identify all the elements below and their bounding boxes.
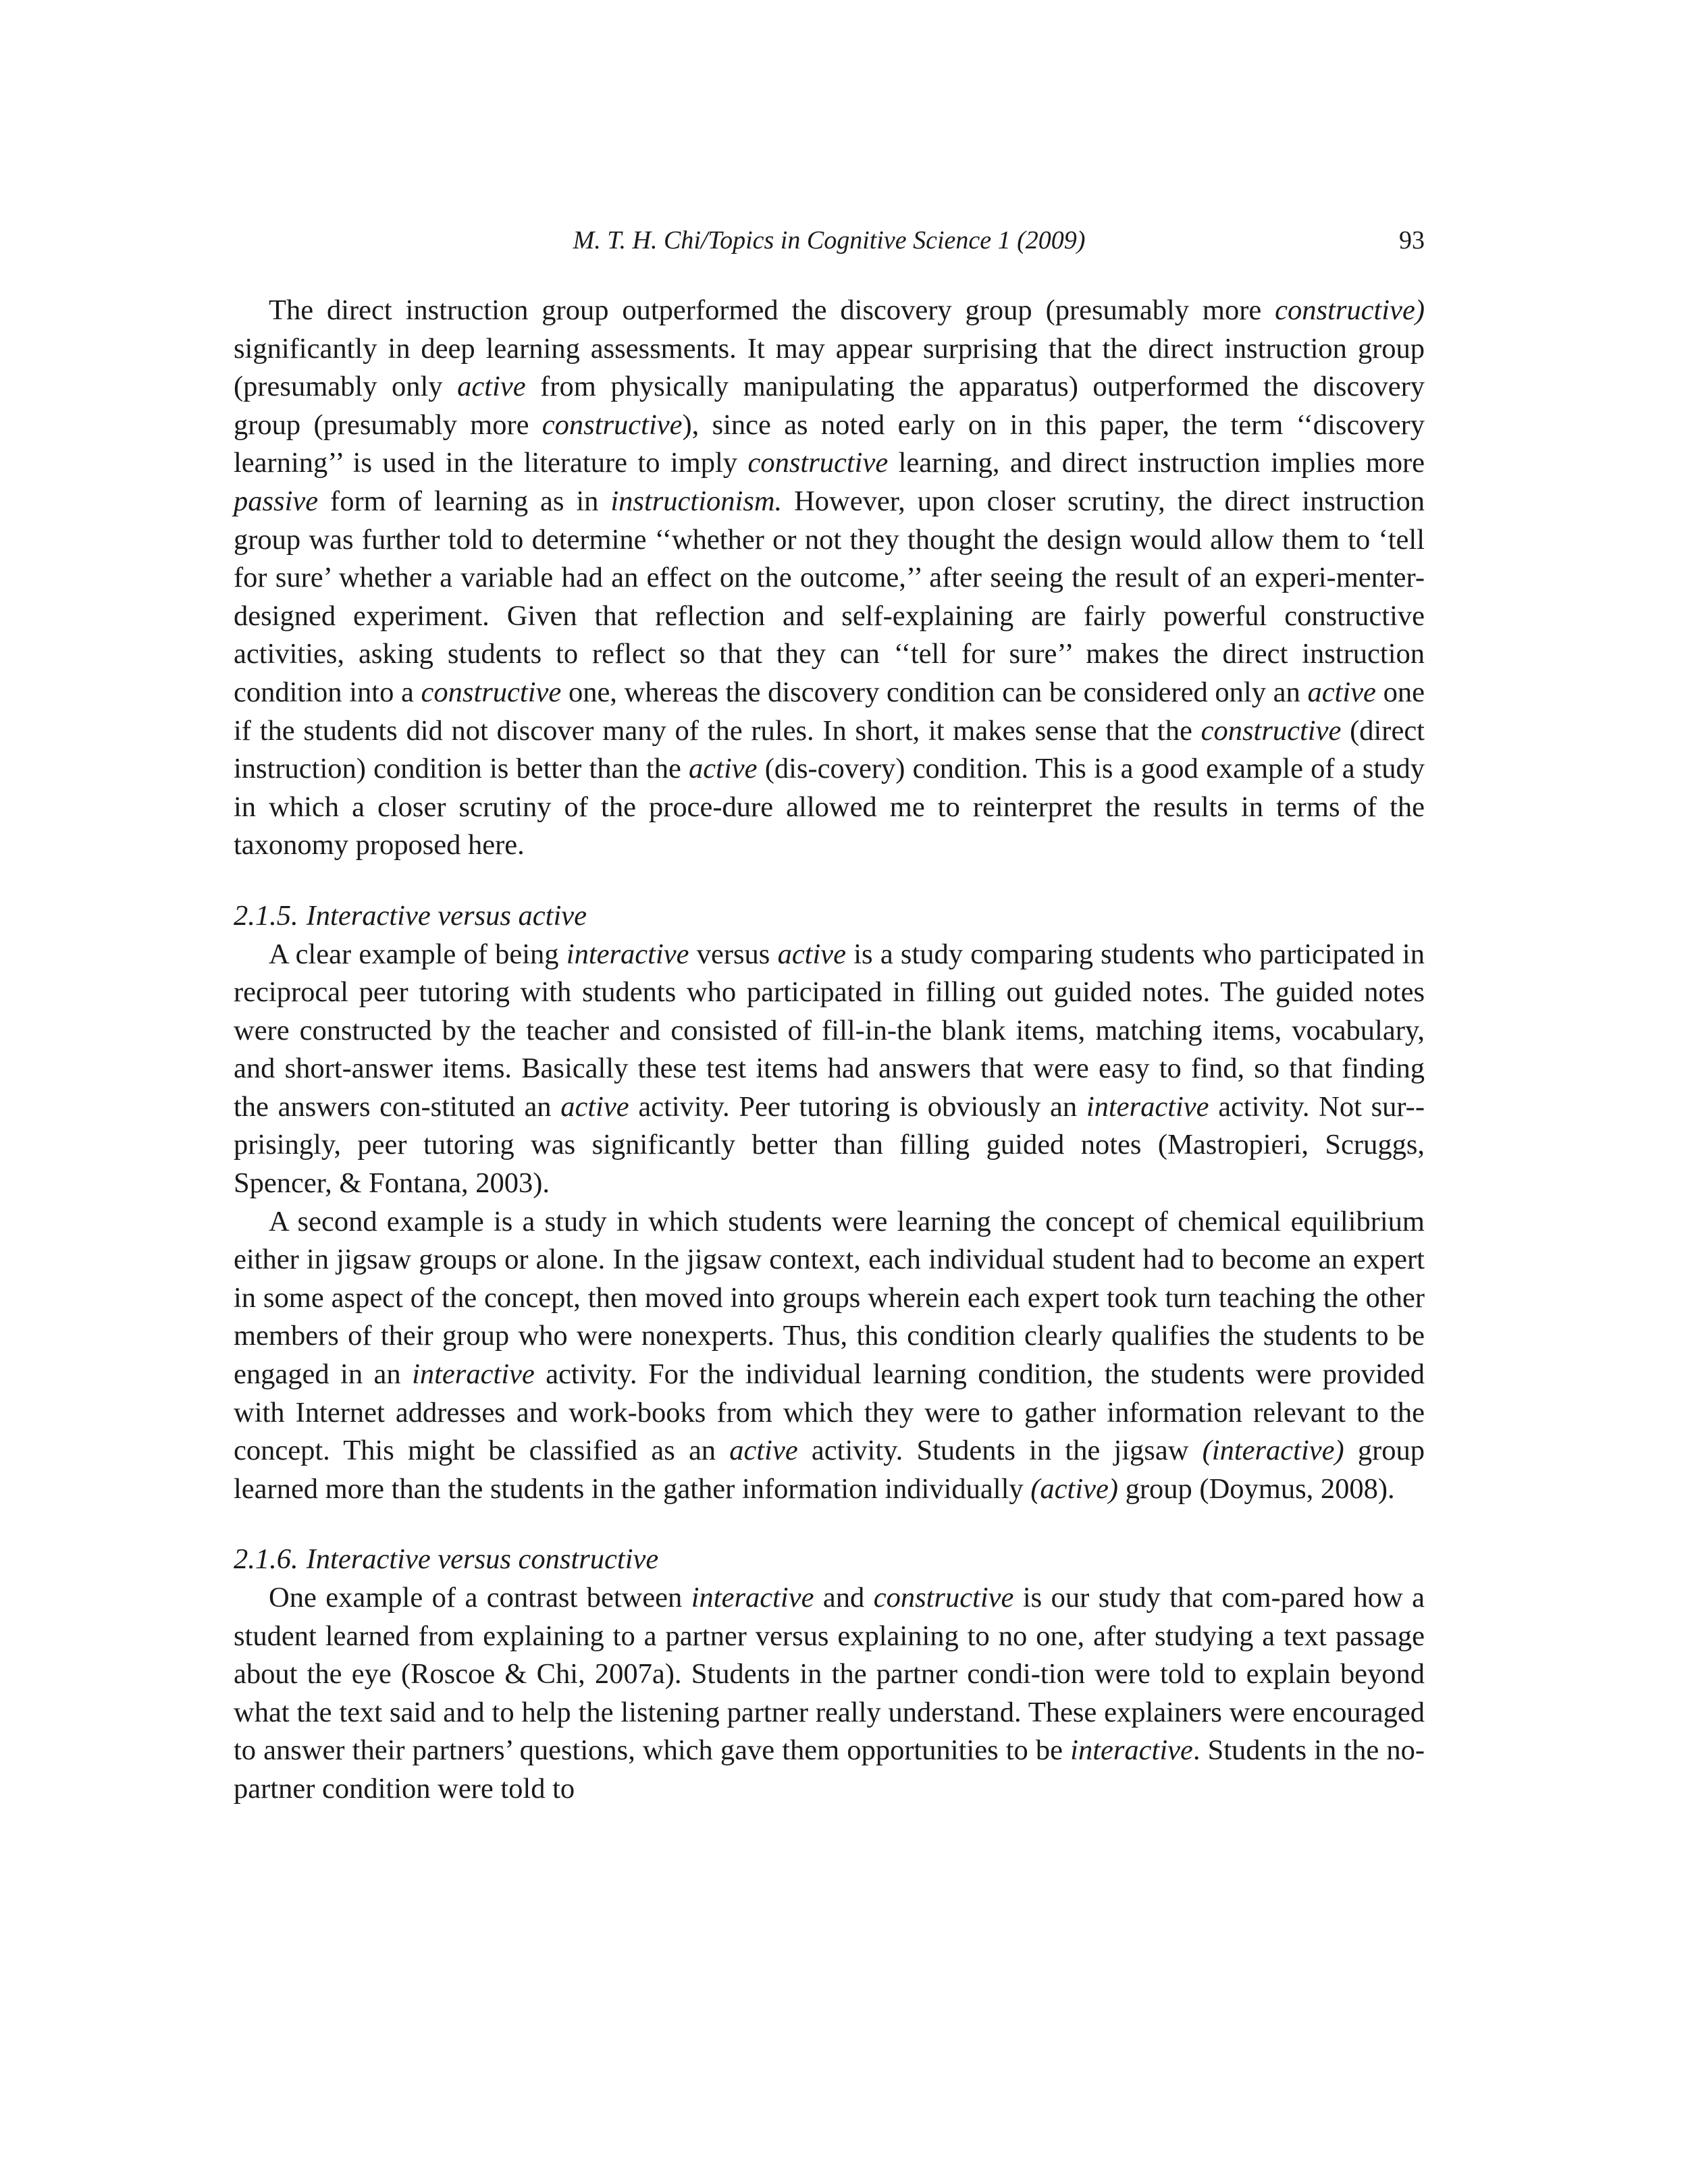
- text-run: and: [814, 1582, 874, 1614]
- text-run: activity. Peer tutoring is obviously an: [629, 1090, 1086, 1123]
- paragraph-jigsaw: [234, 1203, 1425, 1509]
- italic-term: interactive: [1086, 1090, 1209, 1123]
- text-run: (direct instruction) condition is better than the: [234, 714, 1425, 785]
- section-number: 2.1.6.: [234, 1543, 298, 1576]
- text-run: activity. For the individual learning condition, the students were provided with Internet addresses and work-books from which they were to gather information relevant to the concept. This might be classified as an: [234, 1358, 1425, 1467]
- text-run: A clear example of being: [269, 938, 566, 970]
- text-run: The direct instruction group outperformed the discovery group (presumably more: [269, 294, 1275, 326]
- text-run: versus: [689, 938, 778, 970]
- section-title-text: Interactive versus active: [306, 899, 587, 932]
- text-run: one, whereas the discovery condition can be considered only an: [561, 676, 1308, 708]
- italic-term: constructive: [747, 447, 889, 479]
- italic-term: interactive: [691, 1582, 814, 1614]
- text-run: activity. Students in the jigsaw: [797, 1435, 1203, 1467]
- page-header: [234, 220, 1425, 261]
- section-heading-2-1-6: [234, 1541, 1425, 1579]
- paragraph-direct-instruction: [234, 292, 1425, 865]
- text-run: One example of a contrast between: [269, 1582, 691, 1614]
- italic-term: constructive: [421, 676, 562, 708]
- running-head: M. T. H. Chi/Topics in Cognitive Science 1 (2009): [573, 226, 1086, 255]
- text-run: significantly in deep learning assessments. It may appear surprising that the direct instruction group (presumably only: [234, 332, 1425, 403]
- italic-term: constructive: [873, 1582, 1014, 1614]
- italic-term: active: [457, 371, 526, 403]
- italic-term: constructive: [542, 408, 683, 441]
- paragraph-peer-tutoring: [234, 936, 1425, 1203]
- italic-term: instructionism.: [610, 485, 783, 517]
- text-run: form of learning as in: [318, 485, 611, 517]
- italic-term: active: [689, 753, 758, 785]
- text-run: group learned more than the students in the gather information individually: [234, 1435, 1425, 1505]
- italic-term: active: [729, 1435, 798, 1467]
- section-number: 2.1.5.: [234, 899, 298, 932]
- paragraph-explaining-partner: [234, 1579, 1425, 1809]
- page-number: 93: [1399, 226, 1425, 255]
- italic-term: interactive: [566, 938, 689, 970]
- italic-term: (active): [1030, 1472, 1119, 1505]
- italic-term: constructive: [1201, 714, 1342, 747]
- italic-term: active: [560, 1090, 629, 1123]
- italic-term: constructive): [1275, 294, 1425, 326]
- italic-term: interactive: [1070, 1734, 1193, 1767]
- italic-term: interactive: [412, 1358, 535, 1391]
- text-run: from physically manipulating the apparatus) outperformed the discovery group (presumably more: [234, 371, 1425, 441]
- text-run: is a study comparing students who participated in reciprocal peer tutoring with students who participated in filling out guided notes. The guided notes were constructed by the teacher and consisted of fill-in-the blank items, matching items, vocabulary, and short-answer items. Basically these test items had answers that were easy to find, so that finding the answers con-stituted an: [234, 938, 1425, 1123]
- text-run: (dis-covery) condition. This is a good example of a study in which a closer scrutiny of the proce-dure allowed me to reinterpret the results in terms of the taxonomy proposed here.: [234, 753, 1425, 861]
- section-title-text: Interactive versus constructive: [306, 1543, 659, 1576]
- text-run: However, upon closer scrutiny, the direct instruction group was further told to determine ‘‘whether or not they thought the design would allow them to ‘tell for sure’ whether a variable had an effect on the outcome,’’ after seeing the result of an experi-menter-designed experiment. Given that reflection and self-explaining are fairly powerful constructive activities, asking students to reflect so that they can ‘‘tell for sure’’ makes the direct instruction condition into a: [234, 485, 1425, 708]
- text-run: one if the students did not discover many of the rules. In short, it makes sense that the: [234, 676, 1425, 747]
- italic-term: passive: [234, 485, 319, 517]
- italic-term: active: [777, 938, 847, 970]
- section-heading-2-1-5: [234, 897, 1425, 936]
- text-run: is our study that com-pared how a student learned from explaining to a partner versus explaining to no one, after studying a text passage about the eye (Roscoe & Chi, 2007a). Students in the partner condi-tion were told to explain beyond what the text said and to help the listening partner really understand. These explainers were encouraged to answer their partners’ questions, which gave them opportunities to be: [234, 1582, 1425, 1767]
- article-body: [234, 292, 1425, 1809]
- text-run: group (Doymus, 2008).: [1118, 1472, 1395, 1505]
- text-run: A second example is a study in which students were learning the concept of chemical equilibrium either in jigsaw groups or alone. In the jigsaw context, each individual student had to become an expert in some aspect of the concept, then moved into groups wherein each expert took turn teaching the other members of their group who were nonexperts. Thus, this condition clearly qualifies the students to be engaged in an: [234, 1205, 1425, 1391]
- text-run: learning, and direct instruction implies more: [888, 447, 1425, 479]
- text-run: activity. Not sur-prisingly, peer tutoring was significantly better than filling guided notes (Mastropieri, Scruggs, Spencer, & Fontana, 2003).: [234, 1090, 1425, 1200]
- italic-term: active: [1307, 676, 1376, 708]
- italic-term: (interactive): [1202, 1435, 1344, 1467]
- text-run: ), since as noted early on in this paper, the term ‘‘discovery learning’’ is used in the literature to imply: [234, 408, 1425, 479]
- text-run: . Students in the no-partner condition were told to: [234, 1734, 1425, 1805]
